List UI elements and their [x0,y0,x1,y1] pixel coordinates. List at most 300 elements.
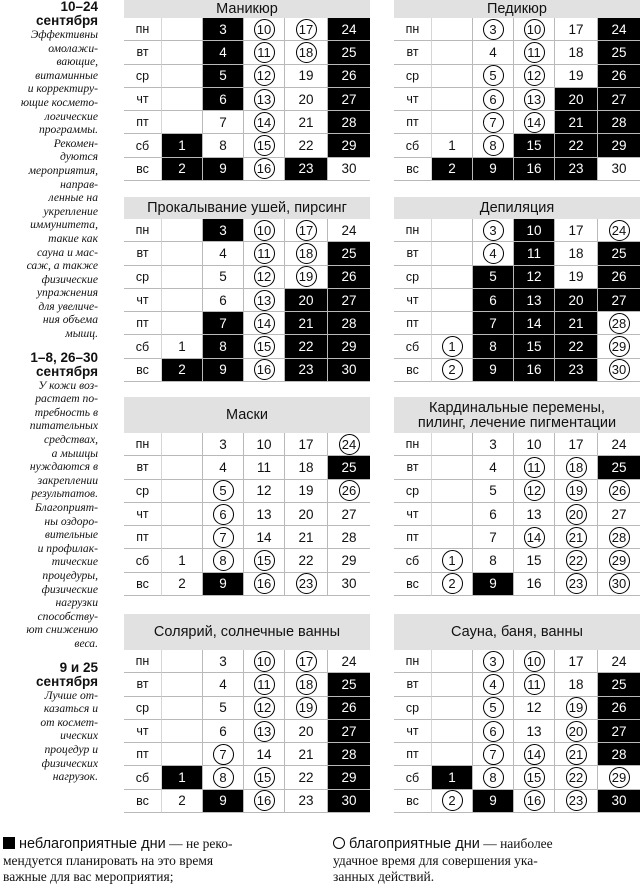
weekday-label: пн [124,433,162,456]
circled-day-number: 30 [609,359,630,380]
day-number: 27 [611,723,627,739]
favorable-day-cell [244,790,285,813]
day-number: 4 [489,44,497,60]
neutral-day-cell [328,503,370,526]
empty-day-cell [432,219,473,242]
unfavorable-day-cell [328,41,370,64]
circled-day-number: 17 [296,220,317,241]
panel-title: Сауна, баня, ванны [394,614,640,650]
neutral-day-cell [555,266,598,289]
favorable-day-cell [514,41,555,64]
empty-day-cell [162,41,203,64]
panel-title: Маникюр [124,0,370,18]
calendar-panel [124,614,370,813]
unfavorable-day-cell [598,673,640,696]
day-number: 3 [219,222,227,238]
favorable-day-cell [555,526,598,549]
sidebar-date: 10–24 сентября [36,0,98,28]
day-number: 4 [219,44,227,60]
unfavorable-day-cell [598,720,640,743]
favorable-day-cell [514,88,555,111]
day-number: 25 [341,245,357,261]
empty-day-cell [162,673,203,696]
empty-day-cell [432,433,473,456]
circled-day-number: 10 [524,651,545,672]
weekday-label: пт [394,526,432,549]
day-number: 28 [341,315,357,331]
empty-day-cell [162,697,203,720]
day-number: 6 [219,292,227,308]
empty-day-cell [162,720,203,743]
day-number: 18 [298,459,314,475]
favorable-day-cell [514,673,555,696]
day-number: 30 [341,793,357,809]
day-number: 19 [298,483,314,499]
unfavorable-day-cell [514,242,555,265]
favorable-day-cell [244,289,285,312]
day-number: 16 [526,576,542,592]
day-number: 13 [526,292,542,308]
empty-day-cell [162,65,203,88]
day-number: 25 [611,676,627,692]
day-number: 3 [219,653,227,669]
empty-day-cell [162,456,203,479]
favorable-day-cell [285,673,328,696]
favorable-day-cell [244,88,285,111]
circled-day-number: 11 [254,243,275,264]
weekday-label: чт [124,289,162,312]
circled-day-number: 12 [254,697,275,718]
favorable-day-cell [432,359,473,382]
day-number: 5 [489,269,497,285]
weekday-label: ср [394,266,432,289]
neutral-day-cell [514,549,555,572]
neutral-day-cell [432,134,473,157]
unfavorable-day-cell [203,158,244,181]
sidebar-notes [0,0,98,794]
day-number: 19 [298,68,314,84]
day-number: 30 [341,161,357,177]
unfavorable-day-cell [328,18,370,41]
calendar-grid [124,219,370,382]
unfavorable-day-cell [328,456,370,479]
favorable-day-cell [203,503,244,526]
day-number: 21 [298,746,314,762]
neutral-day-cell [203,720,244,743]
day-number: 28 [341,529,357,545]
favorable-day-cell [432,573,473,596]
neutral-day-cell [473,41,514,64]
day-number: 6 [489,292,497,308]
day-number: 9 [219,576,227,592]
circled-day-number: 19 [566,480,587,501]
day-number: 13 [256,506,272,522]
day-number: 21 [568,315,584,331]
favorable-day-cell [285,41,328,64]
day-number: 27 [611,506,627,522]
favorable-day-cell [598,335,640,358]
unfavorable-day-cell [203,65,244,88]
sidebar-date: 1–8, 26–30 сентября [30,349,98,379]
favorable-day-cell [244,158,285,181]
neutral-day-cell [285,480,328,503]
calendar-panel [124,197,370,382]
circled-day-number: 14 [524,112,545,133]
unfavorable-day-cell [473,573,514,596]
unfavorable-day-cell [285,359,328,382]
neutral-day-cell [598,433,640,456]
favorable-day-cell [473,65,514,88]
day-number: 11 [256,459,271,475]
circled-day-number: 13 [254,89,275,110]
day-number: 23 [568,161,584,177]
circled-day-number: 1 [442,550,463,571]
day-number: 4 [219,676,227,692]
day-number: 15 [526,138,542,154]
circled-day-number: 29 [609,550,630,571]
neutral-day-cell [473,480,514,503]
favorable-day-cell [328,433,370,456]
neutral-day-cell [473,433,514,456]
neutral-day-cell [328,573,370,596]
unfavorable-day-cell [328,88,370,111]
day-number: 19 [568,269,584,285]
unfavorable-day-cell [473,266,514,289]
weekday-label: вт [394,41,432,64]
legend-unfavorable [3,836,318,886]
neutral-day-cell [162,335,203,358]
circled-day-number: 16 [524,790,545,811]
circled-day-number: 2 [442,573,463,594]
neutral-day-cell [473,456,514,479]
day-number: 13 [526,723,542,739]
day-number: 25 [341,676,357,692]
favorable-day-cell [514,480,555,503]
circled-day-number: 8 [213,767,234,788]
neutral-day-cell [285,526,328,549]
weekday-label: чт [394,289,432,312]
neutral-day-cell [285,134,328,157]
favorable-day-cell [598,766,640,789]
empty-day-cell [162,111,203,134]
circled-day-number: 24 [339,434,360,455]
day-number: 1 [178,138,186,154]
unfavorable-day-cell [203,88,244,111]
day-number: 24 [341,653,357,669]
favorable-day-cell [598,312,640,335]
day-number: 27 [341,506,357,522]
circled-day-number: 17 [296,19,317,40]
day-number: 23 [568,362,584,378]
favorable-day-cell [555,697,598,720]
empty-day-cell [432,743,473,766]
neutral-day-cell [244,480,285,503]
favorable-day-cell [473,134,514,157]
unfavorable-day-cell [328,335,370,358]
circled-day-number: 16 [254,790,275,811]
favorable-day-cell [432,549,473,572]
weekday-label: сб [124,335,162,358]
circled-day-number: 10 [524,19,545,40]
unfavorable-day-cell [328,111,370,134]
favorable-day-cell [473,219,514,242]
neutral-day-cell [598,158,640,181]
favorable-day-cell [244,335,285,358]
day-number: 27 [611,91,627,107]
circled-day-number: 13 [254,290,275,311]
circled-day-number: 28 [609,313,630,334]
circled-day-number: 6 [483,721,504,742]
unfavorable-day-cell [473,359,514,382]
circled-day-number: 6 [213,504,234,525]
day-number: 17 [568,436,584,452]
favorable-day-cell [285,18,328,41]
weekday-label: пн [124,18,162,41]
circled-day-number: 11 [524,457,545,478]
weekday-label: вт [394,456,432,479]
unfavorable-day-cell [514,335,555,358]
day-number: 3 [219,21,227,37]
neutral-day-cell [328,526,370,549]
circled-day-number: 7 [483,112,504,133]
neutral-day-cell [285,503,328,526]
empty-day-cell [432,650,473,673]
day-number: 9 [219,161,227,177]
empty-day-cell [162,312,203,335]
unfavorable-day-cell [514,219,555,242]
circled-day-number: 13 [524,89,545,110]
unfavorable-day-cell [328,743,370,766]
legend-good-label: благоприятные дни [349,836,480,852]
circled-day-number: 14 [254,313,275,334]
day-number: 22 [568,138,584,154]
day-number: 23 [298,161,314,177]
day-number: 25 [611,459,627,475]
weekday-label: чт [124,503,162,526]
day-number: 11 [526,245,541,261]
day-number: 28 [611,114,627,130]
day-number: 9 [219,793,227,809]
favorable-day-cell [432,790,473,813]
unfavorable-day-cell [514,359,555,382]
legend-bad-label: неблагоприятные дни [19,836,166,852]
day-number: 26 [611,269,627,285]
weekday-label: ср [124,480,162,503]
circled-day-number: 26 [609,480,630,501]
empty-day-cell [432,697,473,720]
day-number: 4 [219,245,227,261]
favorable-day-cell [514,743,555,766]
weekday-label: чт [124,720,162,743]
favorable-day-cell [285,697,328,720]
circled-day-number: 23 [566,573,587,594]
unfavorable-day-cell [598,266,640,289]
day-number: 27 [341,292,357,308]
panel-title: Депиляция [394,197,640,219]
day-number: 22 [298,553,314,569]
neutral-day-cell [203,266,244,289]
weekday-label: чт [394,88,432,111]
day-number: 9 [219,362,227,378]
weekday-label: чт [394,503,432,526]
circled-day-number: 28 [609,527,630,548]
favorable-day-cell [285,219,328,242]
day-number: 29 [341,553,357,569]
day-number: 1 [178,553,186,569]
favorable-day-cell [203,480,244,503]
neutral-day-cell [244,433,285,456]
circled-day-number: 18 [566,457,587,478]
weekday-label: пн [394,650,432,673]
day-number: 26 [341,700,357,716]
day-number: 4 [489,459,497,475]
circled-day-number: 19 [296,266,317,287]
weekday-label: пн [394,219,432,242]
day-number: 22 [298,138,314,154]
favorable-day-cell [285,650,328,673]
day-number: 24 [341,21,357,37]
empty-day-cell [162,433,203,456]
day-number: 14 [526,315,542,331]
circled-day-number: 29 [609,767,630,788]
neutral-day-cell [285,88,328,111]
neutral-day-cell [555,433,598,456]
neutral-day-cell [244,526,285,549]
day-number: 12 [526,700,542,716]
favorable-day-cell [473,111,514,134]
unfavorable-day-cell [285,312,328,335]
panel-title: Солярий, солнечные ванны [124,614,370,650]
favorable-day-cell [285,242,328,265]
favorable-day-cell [598,549,640,572]
unfavorable-day-cell [514,312,555,335]
favorable-day-cell [244,266,285,289]
calendar-grid [394,18,640,181]
unfavorable-day-cell [473,335,514,358]
favorable-day-cell [473,650,514,673]
neutral-day-cell [555,673,598,696]
day-number: 3 [489,436,497,452]
favorable-day-cell [244,111,285,134]
unfavorable-day-cell [162,359,203,382]
unfavorable-day-cell [473,158,514,181]
unfavorable-day-cell [328,312,370,335]
circled-day-number: 21 [566,744,587,765]
sidebar-section [0,0,98,341]
weekday-label: вт [394,673,432,696]
day-number: 29 [341,138,357,154]
neutral-day-cell [328,650,370,673]
day-number: 7 [489,315,497,331]
unfavorable-day-cell [203,18,244,41]
legend-favorable [333,836,638,886]
day-number: 16 [526,161,542,177]
favorable-day-cell [598,359,640,382]
circled-day-number: 16 [254,573,275,594]
unfavorable-day-cell [555,134,598,157]
day-number: 24 [611,21,627,37]
neutral-day-cell [203,433,244,456]
day-number: 2 [178,161,186,177]
neutral-day-cell [598,503,640,526]
neutral-day-cell [473,526,514,549]
unfavorable-day-cell [285,158,328,181]
unfavorable-day-cell [598,456,640,479]
circled-day-number: 20 [566,721,587,742]
favorable-day-cell [473,242,514,265]
day-number: 3 [219,436,227,452]
circled-day-number: 19 [296,697,317,718]
unfavorable-day-cell [598,134,640,157]
neutral-day-cell [555,41,598,64]
day-number: 9 [489,576,497,592]
circled-day-number: 12 [254,266,275,287]
sidebar-text: У кожи воз- растает по- требность в питательных средствах, а мышцы нуждаются в закреплении результатов. Благоприят- ны оздоро- вительные и профилак- тические процедуры, физические нагрузки способству- ют снижению веса. [26,378,98,650]
favorable-day-cell [244,766,285,789]
calendar-grid [124,433,370,596]
circled-day-number: 13 [254,721,275,742]
favorable-day-cell [328,480,370,503]
weekday-label: вс [124,158,162,181]
neutral-day-cell [203,134,244,157]
empty-day-cell [432,41,473,64]
unfavorable-day-cell [473,312,514,335]
neutral-day-cell [514,433,555,456]
circled-day-number: 8 [213,550,234,571]
calendar-panel [124,0,370,181]
sidebar-text: Эффективны омолажи- вающие, витаминные и корректиру- ющие космето- логические программы. Рекомен- дуются мероприятия, направ- ленные на укрепление иммунитета, такие как сауна и мас- саж, а также физические упражнения для увеличе- ния объема мышц. [20,28,98,341]
weekday-label: пт [394,743,432,766]
neutral-day-cell [555,242,598,265]
day-number: 2 [448,161,456,177]
favorable-day-cell [473,720,514,743]
weekday-label: пн [394,18,432,41]
day-number: 18 [568,676,584,692]
favorable-day-cell [244,18,285,41]
unfavorable-day-cell [555,289,598,312]
favorable-day-cell [203,526,244,549]
day-number: 22 [568,339,584,355]
weekday-label: пт [124,526,162,549]
weekday-label: пт [394,111,432,134]
day-number: 23 [298,793,314,809]
circled-day-number: 16 [254,359,275,380]
weekday-label: ср [124,697,162,720]
day-number: 21 [298,529,314,545]
neutral-day-cell [285,549,328,572]
day-number: 28 [611,746,627,762]
neutral-day-cell [162,549,203,572]
day-number: 30 [341,362,357,378]
circled-day-number: 11 [524,42,545,63]
day-number: 2 [178,793,186,809]
day-number: 21 [298,315,314,331]
favorable-day-cell [473,697,514,720]
neutral-day-cell [285,65,328,88]
circled-day-number: 5 [213,480,234,501]
favorable-day-cell [473,766,514,789]
calendar-grid [124,650,370,813]
favorable-day-cell [244,549,285,572]
day-number: 14 [256,529,272,545]
day-number: 27 [341,91,357,107]
weekday-label: вс [394,158,432,181]
circled-day-number: 18 [296,243,317,264]
circled-day-number: 19 [566,697,587,718]
weekday-label: вс [124,573,162,596]
neutral-day-cell [285,743,328,766]
circled-day-number: 14 [524,527,545,548]
